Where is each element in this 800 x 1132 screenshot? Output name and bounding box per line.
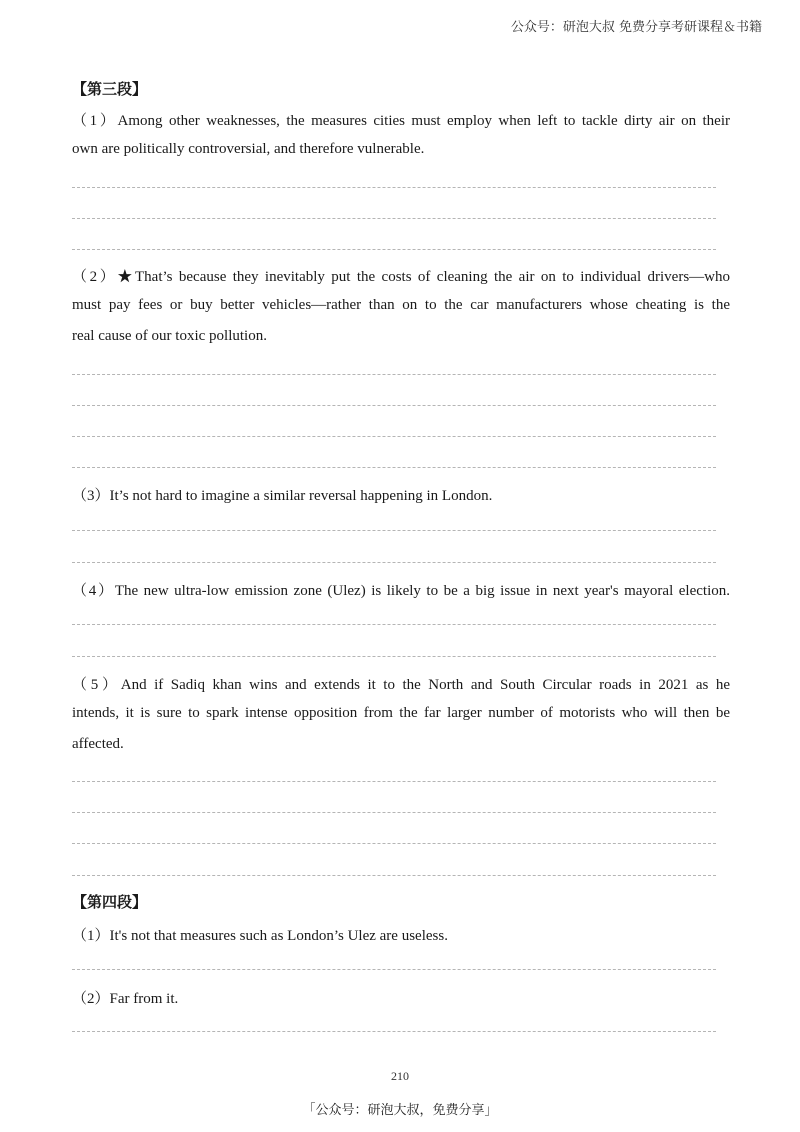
answer-line [72,1031,716,1032]
sentence-3-5-line-1: （5）And if Sadiq khan wins and extends it to the North and South Circular roads in 2021 as he [72,677,730,693]
sentence-3-4-line-1: （4）The new ultra-low emission zone (Ulez) is likely to be a big issue in next year's mayoral election. [72,583,730,599]
answer-line [72,656,716,657]
answer-line [72,875,716,876]
sentence-3-1-line-2: own are politically controversial, and therefore vulnerable. [72,141,425,157]
answer-line [72,969,716,970]
answer-line [72,218,716,219]
answer-line [72,187,716,188]
section-title-3: 【第三段】 [72,80,148,98]
answer-line [72,530,716,531]
sentence-4-1-line-1: （1）It's not that measures such as London’s Ulez are useless. [72,928,448,944]
page-number: 210 [391,1069,409,1083]
sentence-3-3-line-1: （3）It’s not hard to imagine a similar reversal happening in London. [72,488,493,504]
answer-line [72,562,716,563]
answer-line [72,624,716,625]
answer-line [72,467,716,468]
sentence-3-5-line-3: affected. [72,736,124,752]
sentence-3-2-line-2: must pay fees or buy better vehicles—rather than on to the car manufacturers whose cheating is the [72,297,730,313]
answer-line [72,374,716,375]
section-title-4: 【第四段】 [72,893,148,911]
sentence-4-2-line-1: （2）Far from it. [72,991,179,1007]
answer-line [72,812,716,813]
answer-line [72,436,716,437]
answer-line [72,843,716,844]
sentence-3-1-line-1: （1）Among other weaknesses, the measures cities must employ when left to tackle dirty air on their [72,113,730,129]
header-note: 公众号：研泡大叔 免费分享考研课程＆书籍 [510,20,762,35]
answer-line [72,405,716,406]
footer-note: 「公众号：研泡大叔，免费分享」 [302,1103,498,1118]
sentence-3-5-line-2: intends, it is sure to spark intense opposition from the far larger number of motorists who will then be [72,705,730,721]
answer-line [72,249,716,250]
sentence-3-2-line-3: real cause of our toxic pollution. [72,328,267,344]
sentence-3-2-line-1: （2）★That’s because they inevitably put the costs of cleaning the air on to individual drivers—who [72,269,730,285]
answer-line [72,781,716,782]
